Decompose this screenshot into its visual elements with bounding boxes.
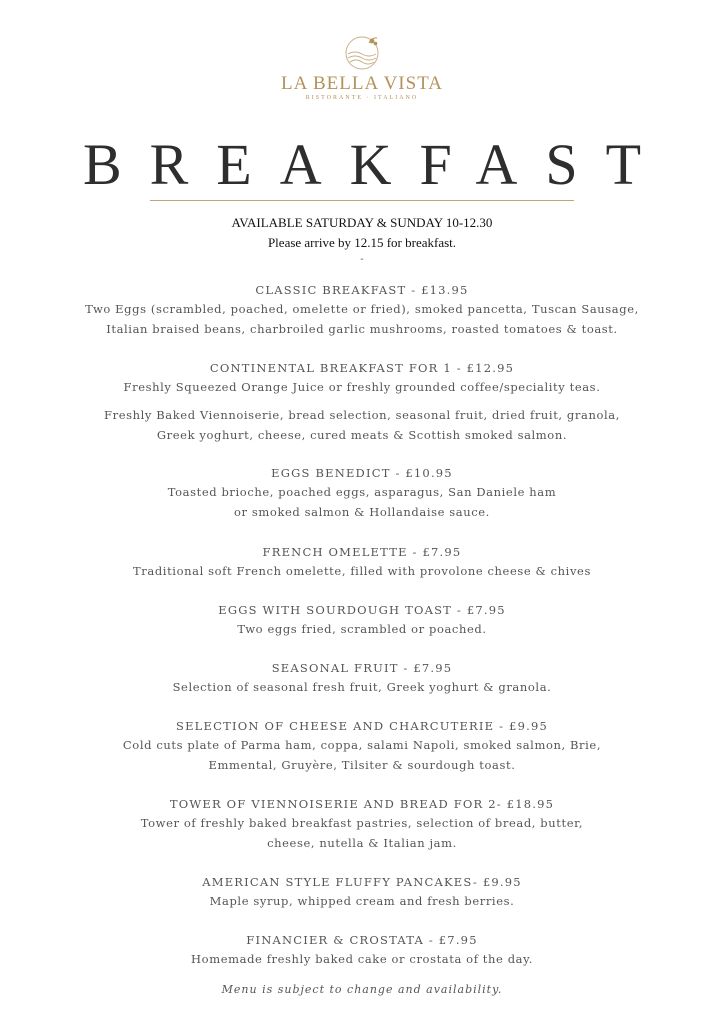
footer-note: Menu is subject to change and availability.: [221, 983, 503, 996]
page-title: BREAKFAST: [82, 132, 670, 197]
menu-item-french-omelette: [0, 543, 724, 582]
menu-item-description: Emmental, Gruyère, Tilsiter & sourdough toast.: [208, 757, 516, 772]
menu-item-description: Traditional soft French omelette, filled with provolone cheese & chives: [133, 564, 591, 578]
restaurant-logo: [0, 34, 724, 101]
menu-item-description: or smoked salmon & Hollandaise sauce.: [234, 504, 490, 519]
menu-item-heading: FRENCH OMELETTE - £7.95: [262, 545, 462, 559]
menu-item-classic-breakfast: [0, 281, 724, 339]
menu-item-pancakes: [0, 873, 724, 912]
menu-item-heading: EGGS WITH SOURDOUGH TOAST - £7.95: [218, 603, 506, 617]
menu-item-heading: CONTINENTAL BREAKFAST FOR 1 - £12.95: [209, 361, 515, 375]
menu-item-seasonal-fruit: [0, 659, 724, 698]
menu-item-description: Tower of freshly baked breakfast pastries, selection of bread, butter,: [140, 816, 584, 830]
menu-item-continental-extra: [0, 406, 724, 445]
menu-item-description: Toasted brioche, poached eggs, asparagus, San Daniele ham: [167, 485, 557, 499]
separator-dash: -: [360, 254, 364, 265]
menu-item-description: Homemade freshly baked cake or crostata of the day.: [191, 952, 533, 966]
menu-item-description: Selection of seasonal fresh fruit, Greek yoghurt & granola.: [172, 680, 552, 694]
brand-name: LA BELLA VISTA: [280, 73, 444, 94]
availability-days: AVAILABLE SATURDAY & SUNDAY 10-12.30: [231, 215, 493, 230]
menu-item-eggs-sourdough: [0, 601, 724, 640]
menu-item-heading: SELECTION OF CHEESE AND CHARCUTERIE - £9.95: [176, 719, 548, 733]
menu-item-heading: TOWER OF VIENNOISERIE AND BREAD FOR 2- £18.95: [169, 797, 555, 811]
menu-item-description: Two eggs fried, scrambled or poached.: [237, 622, 487, 636]
title-divider: [150, 200, 574, 201]
menu-item-description: Cold cuts plate of Parma ham, coppa, salami Napoli, smoked salmon, Brie,: [122, 738, 602, 752]
availability-info: [0, 213, 724, 253]
menu-item-description: Greek yoghurt, cheese, cured meats & Scottish smoked salmon.: [156, 427, 568, 442]
menu-item-heading: CLASSIC BREAKFAST - £13.95: [255, 283, 469, 297]
arrival-note: Please arrive by 12.15 for breakfast.: [267, 235, 457, 250]
menu-item-description: Italian braised beans, charbroiled garlic mushrooms, roasted tomatoes & toast.: [106, 321, 618, 336]
menu-item-heading: SEASONAL FRUIT - £7.95: [271, 661, 453, 675]
menu-item-eggs-benedict: [0, 464, 724, 522]
logo-emblem-icon: [342, 34, 382, 72]
menu-item-cheese-charcuterie: [0, 717, 724, 775]
brand-subtitle: RISTORANTE · ITALIANO: [305, 95, 419, 101]
menu-item-description: Freshly Squeezed Orange Juice or freshly grounded coffee/speciality teas.: [123, 380, 601, 394]
menu-item-continental-breakfast: [0, 359, 724, 398]
menu-item-description: cheese, nutella & Italian jam.: [267, 835, 457, 850]
menu-item-heading: FINANCIER & CROSTATA - £7.95: [246, 933, 478, 947]
menu-item-description: Two Eggs (scrambled, poached, omelette or fried), smoked pancetta, Tuscan Sausage,: [85, 302, 639, 316]
menu-item-description: Freshly Baked Viennoiserie, bread selection, seasonal fruit, dried fruit, granola,: [104, 408, 620, 422]
menu-item-description: Maple syrup, whipped cream and fresh berries.: [209, 894, 515, 908]
menu-item-heading: AMERICAN STYLE FLUFFY PANCAKES- £9.95: [202, 875, 522, 889]
menu-item-financier-crostata: [0, 931, 724, 970]
menu-item-viennoiserie-tower: [0, 795, 724, 853]
menu-item-heading: EGGS BENEDICT - £10.95: [271, 466, 453, 480]
